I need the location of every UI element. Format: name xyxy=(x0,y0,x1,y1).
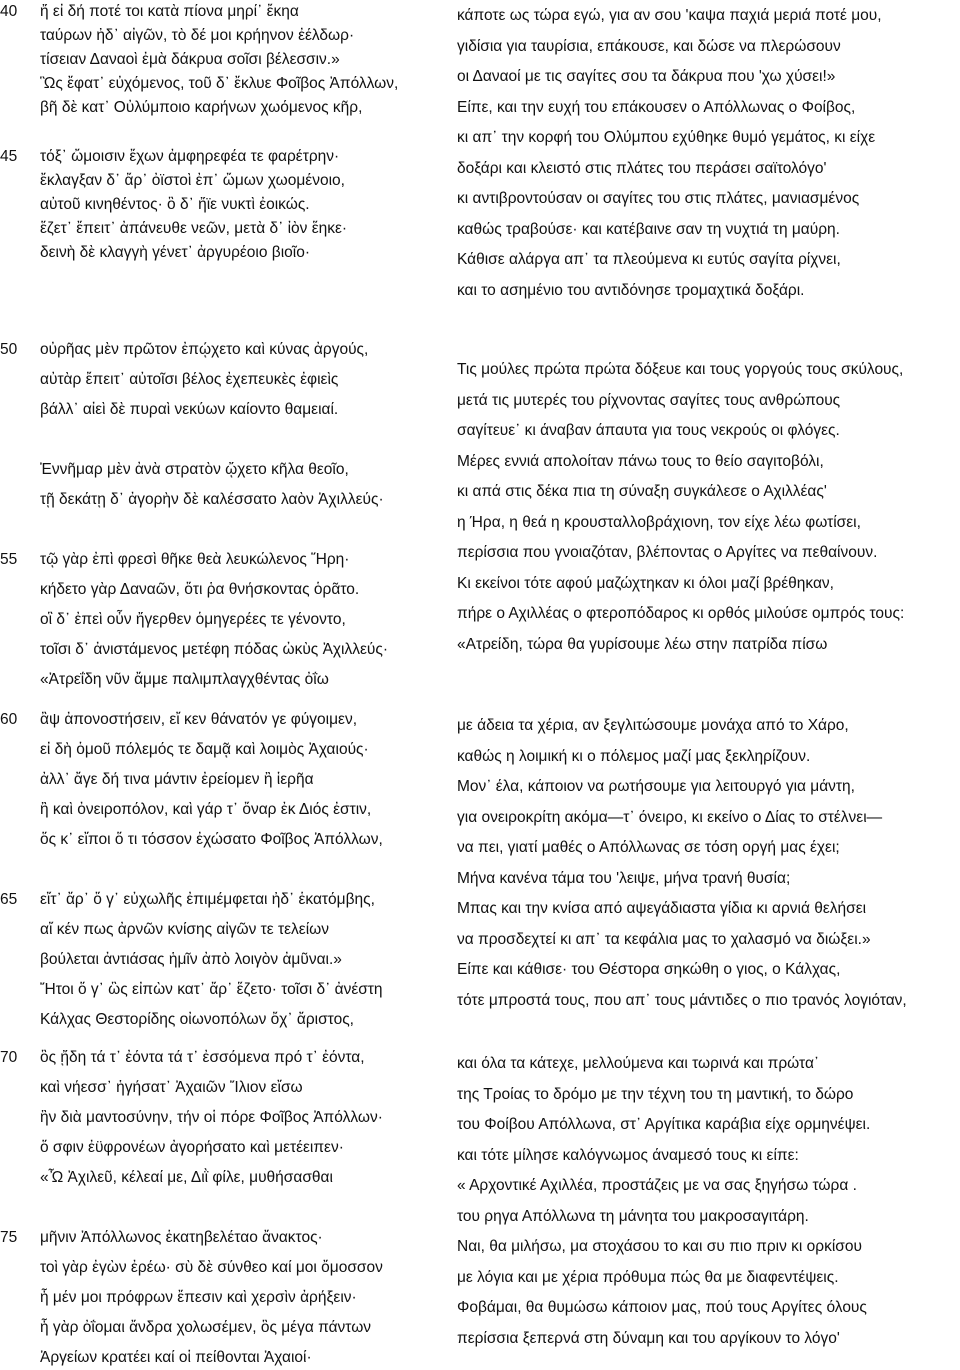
line-number: 40 xyxy=(0,3,18,20)
translation-line: Ναι, θα μιλήσω, μα στοχάσου το και συ πιο πριν κι ορκίσου xyxy=(457,1238,862,1255)
greek-verse-line: ὅς κ᾽ εἴποι ὅ τι τόσσον ἐχώσατο Φοῖβος Ἀπόλλων, xyxy=(40,831,383,848)
translation-line: Τις μούλες πρώτα πρώτα δόξευε και τους γοργούς τους σκύλους, xyxy=(457,361,904,378)
translation-line: Μπας και την κνίσα από αψεγάδιαστα γίδια κι αρνιά θελήσει xyxy=(457,900,867,917)
translation-line: και τότε μίλησε καλόγνωμος άναμεσό τους κι είπε: xyxy=(457,1146,799,1164)
greek-verse-line: ἣν διὰ μαντοσύνην, τήν οἱ πόρε Φοῖβος Ἀπόλλων· xyxy=(40,1109,383,1126)
translation-line: « Αρχοντικέ Αχιλλέα, προστάζεις με να σας ξηγήσω τώρα . xyxy=(457,1177,857,1194)
greek-verse-line: οἳ δ᾽ ἐπεὶ οὖν ἤγερθεν ὁμηγερέες τε γένοντο, xyxy=(40,611,346,628)
translation-line: και το ασημένιο του αντιδόνησε τρομαχτικά δοξάρι. xyxy=(457,281,805,299)
translation-line: «Ατρείδη, τώρα θα γυρίσουμε λέω στην πατρίδα πίσω xyxy=(457,635,828,653)
translation-line: με λόγια και με χέρια πρόθυμα πώς θα με διαφεντέψεις. xyxy=(457,1268,839,1286)
translation-line: Φοβάμαι, θα θυμώσω κάποιον μας, πού τους Αργίτες όλους xyxy=(457,1299,867,1316)
greek-verse-line: τοὶ γὰρ ἐγὼν ἐρέω· σὺ δὲ σύνθεο καί μοι ὄμοσσον xyxy=(40,1259,383,1276)
greek-verse-line: ὃς ᾔδη τά τ᾽ ἐόντα τά τ᾽ ἐσσόμενα πρό τ᾽ ἐόντα, xyxy=(40,1049,365,1066)
translation-line: να πει, γιατί μαθές ο Απόλλωνας σε τόση οργή μας έχει; xyxy=(457,839,840,856)
translation-line: κι απά στις δέκα πια τη σύναξη συγκάλεσε ο Αχιλλέας' xyxy=(457,483,827,500)
greek-verse-line: ἕζετ᾽ ἔπειτ᾽ ἀπάνευθε νεῶν, μετὰ δ᾽ ἰὸν ἕηκε· xyxy=(40,219,348,237)
greek-verse-line: Ὣς ἔφατ᾽ εὐχόμενος, τοῦ δ᾽ ἔκλυε Φοῖβος Ἀπόλλων, xyxy=(40,75,399,93)
greek-verse-line: «Ὦ Ἀχιλεῦ, κέλεαί με, Διῒ φίλε, μυθήσασθαι xyxy=(40,1169,333,1186)
translation-line: η Ήρα, η θεά η κρουσταλλοβράχιονη, τον είχε λέω φωτίσει, xyxy=(457,513,861,531)
translation-line: περίσσια που γνοιαζόταν, βλέποντας ο Αργίτες να πεθαίνουν. xyxy=(457,544,878,561)
greek-verse-line: ἂψ ἀπονοστήσειν, εἴ κεν θάνατόν γε φύγοιμεν, xyxy=(40,711,358,728)
translation-line: να προσδεχτεί κι απ᾽ τα κεφάλια μας το χαλασμό να διώξει.» xyxy=(457,930,871,948)
translation-line: κάποτε ως τώρα εγώ, για αν σου 'καψα παχιά μεριά ποτέ μου, xyxy=(457,7,882,24)
translation-line: του ρηγα Απόλλωνα τη μάνητα του μακροσαγιτάρη. xyxy=(457,1207,809,1225)
greek-verse-line: τοῖσι δ᾽ ἀνιστάμενος μετέφη πόδας ὠκὺς Ἀχιλλεύς· xyxy=(40,641,389,658)
translation-line: περίσσια ξεπερνά στη δύναμη και του αργίκουν το λόγο' xyxy=(457,1329,840,1347)
translation-line: δοξάρι και κλειστό στις πλάτες του περάσει σαϊτολόγο' xyxy=(457,159,827,177)
greek-verse-line: ἔκλαγξαν δ᾽ ἄρ᾽ ὀϊστοὶ ἐπ᾽ ὤμων χωομένοιο, xyxy=(40,171,345,189)
greek-verse-line: Κάλχας Θεστορίδης οἰωνοπόλων ὄχ᾽ ἄριστος, xyxy=(40,1011,354,1028)
line-number: 65 xyxy=(0,891,18,908)
line-number: 50 xyxy=(0,341,18,358)
translation-line: του Φοίβου Απόλλωνα, στ᾽ Αργίτικα καράβια είχε ορμηνέψει. xyxy=(457,1116,871,1133)
translation-line: κι απ᾽ την κορφή του Ολύμπου εχύθηκε θυμό γεμάτος, κι είχε xyxy=(457,129,876,146)
translation-line: με άδεια τα χέρια, αν ξεγλιτώσουμε μονάχα από το Χάρο, xyxy=(457,717,849,734)
greek-verse-line: ἤ εἰ δή ποτέ τοι κατὰ πίονα μηρί᾽ ἔκηα xyxy=(40,3,299,20)
translation-line: για ονειροκρίτη ακόμα—τ᾽ όνειρο, κι εκείνο ο Δίας το στέλνει— xyxy=(457,808,883,826)
greek-verse-line: τῷ γὰρ ἐπὶ φρεσὶ θῆκε θεὰ λευκώλενος Ἥρη· xyxy=(40,551,350,568)
translation-line: γιδίσια για ταυρίσια, επάκουσε, και δώσε να πλερώσουν xyxy=(457,37,841,55)
greek-verse-line: ταύρων ἠδ᾽ αἰγῶν, τὸ δέ μοι κρήηνον ἐέλδωρ· xyxy=(40,27,355,45)
line-number: 60 xyxy=(0,711,18,728)
translation-line: κι αντιβροντούσαν οι σαγίτες του στις πλάτες, μανιασμένος xyxy=(457,190,860,207)
translation-line: Είπε και κάθισε· του Θέστορα σηκώθη ο γιος, ο Κάλχας, xyxy=(457,961,841,978)
greek-verse-line: τῇ δεκάτῃ δ᾽ ἀγορὴν δὲ καλέσσατο λαὸν Ἀχιλλεύς· xyxy=(40,491,384,508)
greek-verse-line: Ἤτοι ὅ γ᾽ ὣς εἰπὼν κατ᾽ ἄρ᾽ ἕζετο· τοῖσι δ᾽ ἀνέστη xyxy=(40,981,383,998)
translation-line: Μέρες εννιά απολοίταν πάνω τους το θείο σαγιτοβόλι, xyxy=(457,452,824,470)
greek-verse-line: αἴ κέν πως ἀρνῶν κνίσης αἰγῶν τε τελείων xyxy=(40,921,330,938)
translation-line: της Τροίας το δρόμο με την τέχνη του τη μαντική, το δώρο xyxy=(457,1085,854,1103)
translation-line: μετά τις μυτερές του ρίχνοντας σαγίτες τους ανθρώπους xyxy=(457,391,841,409)
greek-verse-line: βῆ δὲ κατ᾽ Οὐλύμποιο καρήνων χωόμενος κῆρ, xyxy=(40,99,363,117)
translation-line: οι Δαναοί με τις σαγίτες σου τα δάκρυα που 'χω χύσει!» xyxy=(457,68,836,85)
translation-line: Κάθισε αλάργα απ᾽ τα πλεούμενα κι ευτύς σαγίτα ρίχνει, xyxy=(457,251,841,268)
translation-line: Μον᾽ έλα, κάποιον να ρωτήσουμε για λειτουργό για μάντη, xyxy=(457,778,855,795)
greek-verse-line: ἦ μέν μοι πρόφρων ἔπεσιν καὶ χερσὶν ἀρήξειν· xyxy=(40,1289,357,1306)
line-number: 55 xyxy=(0,551,18,568)
greek-verse-line: Ἐννῆμαρ μὲν ἀνὰ στρατὸν ᾤχετο κῆλα θεοῖο, xyxy=(40,461,349,478)
translation-line: Είπε, και την ευχή του επάκουσεν ο Απόλλωνας ο Φοίβος, xyxy=(457,98,856,116)
translation-line: Μήνα κανένα τάμα του 'λειψε, μήνα τρανή θυσία; xyxy=(457,869,791,887)
greek-verse-line: ἀλλ᾽ ἄγε δή τινα μάντιν ἐρείομεν ἢ ἱερῆα xyxy=(40,771,314,788)
line-number: 75 xyxy=(0,1229,18,1246)
translation-line: καθώς τραβούσε· και κατέβαινε σαν τη νυχτιά τη μαύρη. xyxy=(457,220,840,238)
line-number: 70 xyxy=(0,1049,18,1066)
greek-verse-line: βούλεται ἀντιάσας ἡμῖν ἀπὸ λοιγὸν ἀμῦναι.» xyxy=(40,951,342,968)
translation-line: πήρε ο Αχιλλέας ο φτεροπόδαρος κι ορθός μιλούσε ομπρός τους: xyxy=(457,605,905,622)
greek-verse-line: εἰ δὴ ὁμοῦ πόλεμός τε δαμᾷ καὶ λοιμὸς Ἀχαιούς· xyxy=(40,741,369,758)
greek-verse-line: δεινὴ δὲ κλαγγὴ γένετ᾽ ἀργυρέοιο βιοῖο· xyxy=(40,244,310,261)
translation-line: σαγίτευε᾽ κι άναβαν άπαυτα για τους νεκρούς οι φλόγες. xyxy=(457,422,840,439)
greek-verse-line: τόξ᾽ ὤμοισιν ἔχων ἀμφηρεφέα τε φαρέτρην· xyxy=(40,147,340,165)
line-number: 45 xyxy=(0,147,18,165)
translation-line: τότε μπροστά τους, που απ᾽ τους μάντιδες ο πιο τρανός λογιόταν, xyxy=(457,991,907,1009)
greek-verse-line: ἢ καὶ ὀνειροπόλον, καὶ γάρ τ᾽ ὄναρ ἐκ Διός ἐστιν, xyxy=(40,801,372,818)
translation-line: και όλα τα κάτεχε, μελλούμενα και τωρινά και πρώτα᾽ xyxy=(457,1055,820,1072)
greek-verse-line: Ἀργείων κρατέει καί οἱ πείθονται Ἀχαιοί· xyxy=(40,1349,312,1366)
greek-verse-line: κήδετο γὰρ Δαναῶν, ὅτι ῥα θνήσκοντας ὁρᾶτο. xyxy=(40,581,360,598)
greek-verse-line: μῆνιν Ἀπόλλωνος ἑκατηβελέταο ἄνακτος· xyxy=(40,1229,323,1246)
greek-verse-line: αὐτὰρ ἔπειτ᾽ αὐτοῖσι βέλος ἐχεπευκὲς ἐφιεὶς xyxy=(40,371,339,388)
greek-verse-line: αὐτοῦ κινηθέντος· ὃ δ᾽ ἤϊε νυκτὶ ἐοικώς. xyxy=(40,195,310,213)
greek-verse-line: εἴτ᾽ ἄρ᾽ ὅ γ᾽ εὐχωλῆς ἐπιμέμφεται ἠδ᾽ ἑκατόμβης, xyxy=(40,891,375,908)
greek-verse-line: καὶ νήεσσ᾽ ἡγήσατ᾽ Ἀχαιῶν Ἴλιον εἴσω xyxy=(40,1079,303,1096)
greek-verse-line: βάλλ᾽ αἰεὶ δὲ πυραὶ νεκύων καίοντο θαμειαί. xyxy=(40,401,339,418)
greek-verse-line: τίσειαν Δαναοὶ ἐμὰ δάκρυα σοῖσι βέλεσσιν.» xyxy=(40,51,340,69)
greek-verse-line: ἦ γὰρ ὀΐομαι ἄνδρα χολωσέμεν, ὃς μέγα πάντων xyxy=(40,1319,372,1336)
greek-verse-line: ὅ σφιν ἐϋφρονέων ἀγορήσατο καὶ μετέειπεν· xyxy=(40,1139,344,1156)
greek-verse-line: οὐρῆας μὲν πρῶτον ἐπῴχετο καὶ κύνας ἀργούς, xyxy=(40,341,369,358)
translation-line: Κι εκείνοι τότε αφού μαζώχτηκαν κι όλοι μαζί βρέθηκαν, xyxy=(457,574,834,592)
greek-verse-line: «Ἀτρεΐδη νῦν ἄμμε παλιμπλαγχθέντας ὀΐω xyxy=(40,671,329,688)
translation-line: καθώς η λοιμική κι ο πόλεμος μαζί μας ξεκληρίζουν. xyxy=(457,747,811,765)
